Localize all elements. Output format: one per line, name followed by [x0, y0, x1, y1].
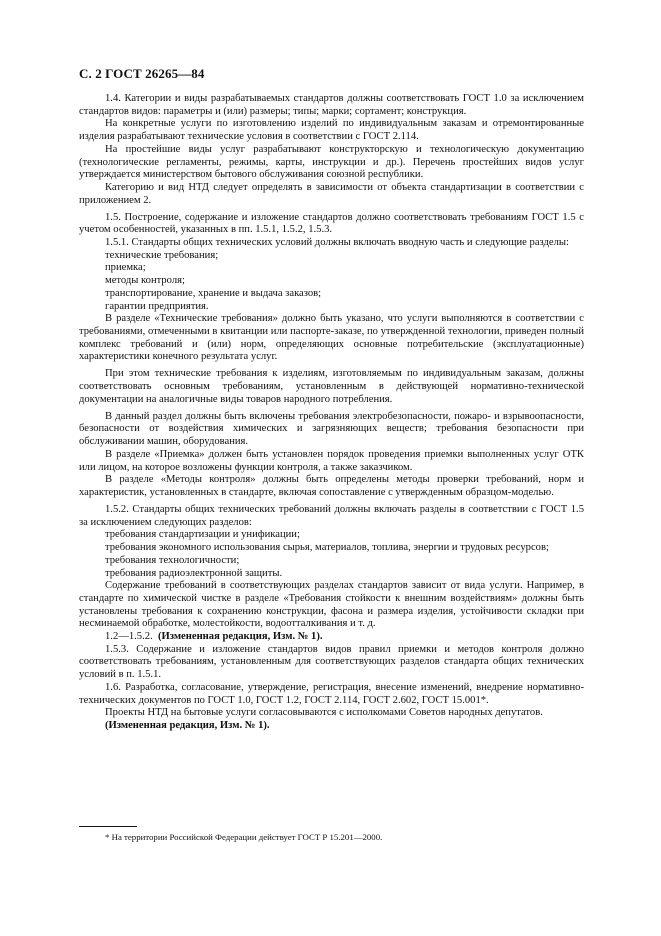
paragraph-1-5: 1.5. Построение, содержание и изложение стандартов должно соответствовать требованиям ГОСТ 1.5 с учетом особенностей, указанных в пп. 1.5.1, 1.5.2, 1.5.3. [79, 211, 584, 236]
footnote: * На территории Российской Федерации действует ГОСТ Р 15.201—2000. [105, 832, 383, 842]
edition-note-prefix: 1.2—1.5.2. [105, 631, 153, 643]
document-body [79, 93, 584, 733]
page-header: С. 2 ГОСТ 26265—84 [79, 66, 205, 81]
paragraph-safety: В данный раздел должны быть включены требования электробезопасности, пожаро- и взрывоопасности, безопасности от воздействия химических и загрязняющих веществ; требования безопасности при обслуживании машин, оборудования. [79, 410, 584, 448]
paragraph-1-6: 1.6. Разработка, согласование, утверждение, регистрация, внесение изменений, внедрение нормативно-технических документов по ГОСТ 1.0, ГОСТ 1.2, ГОСТ 2.114, ГОСТ 2.602, ГОСТ 15.001*. [79, 681, 584, 706]
paragraph-1-4: 1.4. Категории и виды разрабатываемых стандартов должны соответствовать ГОСТ 1.0 за исключением стандартов видов: параметры и (или) размеры; типы; марки; сортамент; конструкция. [79, 93, 584, 117]
edition-note-1 [79, 631, 584, 644]
list-item: гарантии предприятия. [105, 300, 209, 312]
paragraph-tech-conditions: На конкретные услуги по изготовлению изделий по индивидуальным заказам и отремонтированные изделия разрабатывают технические условия в соответствии с ГОСТ 2.114. [79, 118, 584, 143]
list-item: приемка; [105, 262, 146, 274]
edition-note-bold: (Измененная редакция, Изм. № 1). [157, 631, 323, 643]
paragraph-1-5-3: 1.5.3. Содержание и изложение стандартов видов правил приемки и методов контроля должно соответствовать требованиям, установленным для соответствующих разделов стандарта общих технических условий в п. 1.5.1. [79, 643, 584, 681]
paragraph-simple-services: На простейшие виды услуг разрабатывают конструкторскую и технологическую документацию (технологические регламенты, режимы, карты, инструкции и др.). Перечень простейших видов услуг утверждается министерством бытового обслуживания союзной республики. [79, 143, 584, 181]
paragraph-ntd-projects: Проекты НТД на бытовые услуги согласовываются с исполкомами Советов народных депутатов. [105, 707, 543, 719]
paragraph-category: Категорию и вид НТД следует определять в зависимости от объекта стандартизации в соответствии с приложением 2. [79, 181, 584, 206]
list-item: технические требования; [105, 249, 219, 261]
paragraph-1-5-1: 1.5.1. Стандарты общих технических условий должны включать вводную часть и следующие разделы: [105, 237, 569, 249]
list-item: требования экономного использования сырья, материалов, топлива, энергии и трудовых ресурсов; [105, 542, 549, 554]
paragraph-1-5-2: 1.5.2. Стандарты общих технических требований должны включать разделы в соответствии с ГОСТ 1.5 за исключением следующих разделов: [79, 503, 584, 528]
list-item: транспортирование, хранение и выдача заказов; [105, 287, 322, 299]
paragraph-individual-orders: При этом технические требования к изделиям, изготовляемым по индивидуальным заказам, должны соответствовать основным требованиям, установленным в действующей нормативно-технической документации на аналогичные виды товаров народного потребления. [79, 368, 584, 405]
paragraph-content-requirements: Содержание требований в соответствующих разделах стандартов зависит от вида услуги. Например, в стандарте по химической чистке в разделе «Требования стойкости к внешним воздействиям» должны быть установлены требования к сохранению конструкции, фасона и размера изделия, устойчивости складки при несминаемой обработке, молестойкости, водоотталкивания и т. д. [79, 580, 584, 630]
list-item: требования стандартизации и унификации; [105, 529, 300, 541]
list-item: требования технологичности; [105, 554, 240, 566]
footnote-divider [79, 826, 137, 827]
edition-note-2: (Измененная редакция, Изм. № 1). [105, 719, 270, 731]
paragraph-acceptance: В разделе «Приемка» должен быть установлен порядок проведения приемки выполненных услуг ОТК или лицом, на которое возложены функции контроля, а также заказчиком. [79, 448, 584, 473]
paragraph-control-methods: В разделе «Методы контроля» должны быть определены методы проверки требований, норм и характеристик, установленных в стандарте, включая сопоставление с утвержденным образцом-моделью. [79, 474, 584, 498]
list-item: методы контроля; [105, 275, 185, 287]
paragraph-tech-requirements: В разделе «Технические требования» должно быть указано, что услуги выполняются в соответствии с требованиями, отмеченными в квитанции или паспорте-заказе, по утвержденной технологии, приведен полный комплекс требований и (или) норм, определяющих основные потребительские (эксплуатационные) характеристики конечного результата услуг. [79, 313, 584, 363]
list-item: требования радиоэлектронной защиты. [105, 567, 283, 579]
